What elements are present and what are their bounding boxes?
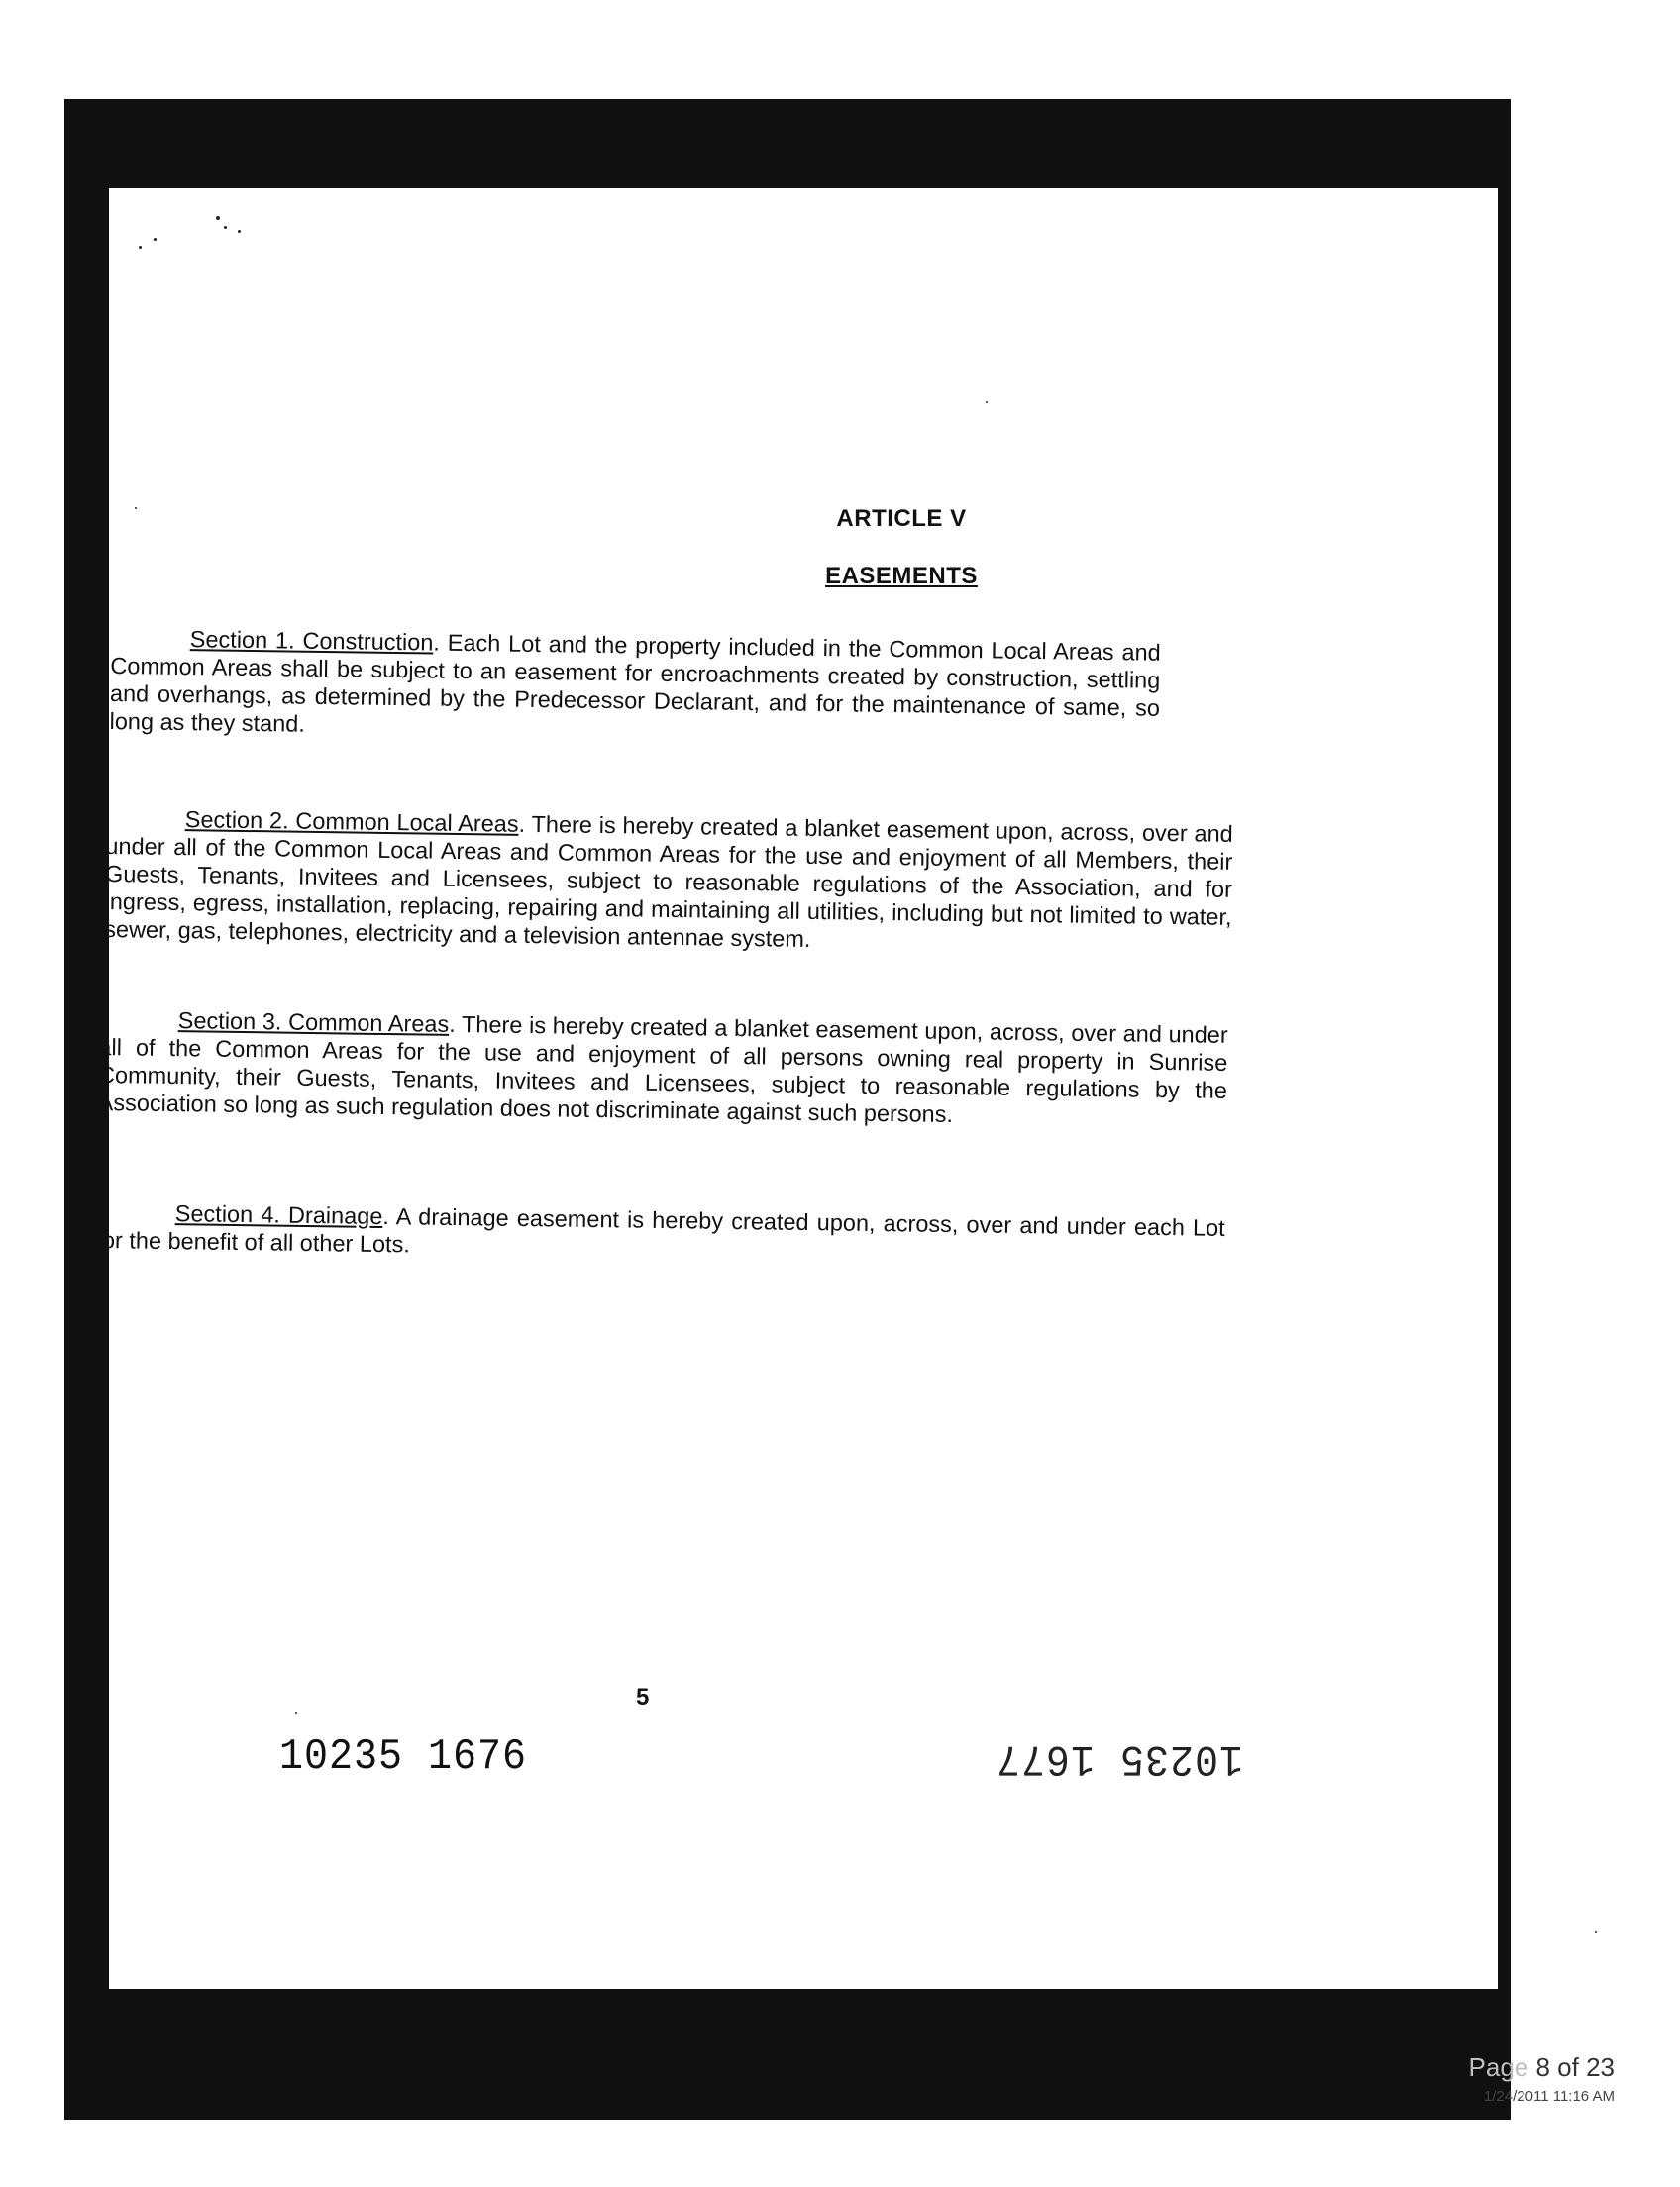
- section-2-paragraph: [104, 804, 1233, 959]
- page-label: Page: [1468, 2052, 1529, 2082]
- timestamp-faded: 1/24/2: [1483, 2088, 1525, 2105]
- article-title: ARTICLE V: [836, 505, 967, 532]
- section-1-body: . Each Lot and the property included in the Common Local Areas and Common Areas shall be subject to an easement for encroachments created by construction, settling and overhangs, as determined by the Predecessor Declarant, and for the maintenance of same, so long as they stand.: [109, 629, 1161, 737]
- section-2-title: Section 2. Common Local Areas: [184, 806, 519, 837]
- article-subtitle: EASEMENTS: [825, 563, 978, 589]
- page-position: 8 of 23: [1535, 2052, 1615, 2082]
- timestamp-value: 011 11:16 AM: [1524, 2088, 1615, 2105]
- section-1-title: Section 1. Construction: [189, 626, 434, 656]
- section-3-title: Section 3. Common Areas: [177, 1007, 450, 1037]
- section-2-body: . There is hereby created a blanket easement upon, across, over and under all of the Common Local Areas and Common Areas for the use and enjoyment of all Members, their Guests, Tenants, Invitees and Licensees, subject to reasonable regulations of the Association, and for ingress, egress, installation, replacing, repairing and maintaining all utilities, including but not limited to water, sewer, gas, telephones, electricity and a television antennae system.: [104, 810, 1233, 952]
- page-counter: [1426, 2052, 1615, 2083]
- scan-speck: [1595, 1931, 1597, 1933]
- section-3-paragraph: [97, 1005, 1227, 1132]
- scan-speck: [154, 238, 157, 241]
- book-page-stamp-left: 10235 1676: [279, 1732, 528, 1783]
- scan-speck: [295, 1712, 297, 1714]
- scan-speck: [238, 230, 241, 233]
- scan-speck: [224, 226, 227, 229]
- section-1-paragraph: [109, 624, 1160, 750]
- scan-speck: [139, 246, 142, 249]
- print-timestamp: [1426, 2088, 1615, 2105]
- scan-speck: [135, 507, 137, 509]
- section-4-paragraph: [95, 1198, 1225, 1270]
- scan-speck: [216, 216, 220, 220]
- page-number: 5: [636, 1684, 650, 1711]
- book-page-stamp-right: 10235 1677: [996, 1732, 1244, 1783]
- scan-speck: [986, 401, 988, 403]
- section-4-body: . A drainage easement is hereby created upon, across, over and under each Lot for the benefit of all other Lots.: [95, 1203, 1225, 1258]
- section-4-title: Section 4. Drainage: [174, 1200, 383, 1230]
- section-3-body: . There is hereby created a blanket easement upon, across, over and under all of the Common Areas for the use and enjoyment of all persons owning real property in Sunrise Community, their Guests, Tenants, Invitees and Licensees, subject to reasonable regulations by the Association so long as such regulation does not discriminate against such persons.: [97, 1010, 1228, 1128]
